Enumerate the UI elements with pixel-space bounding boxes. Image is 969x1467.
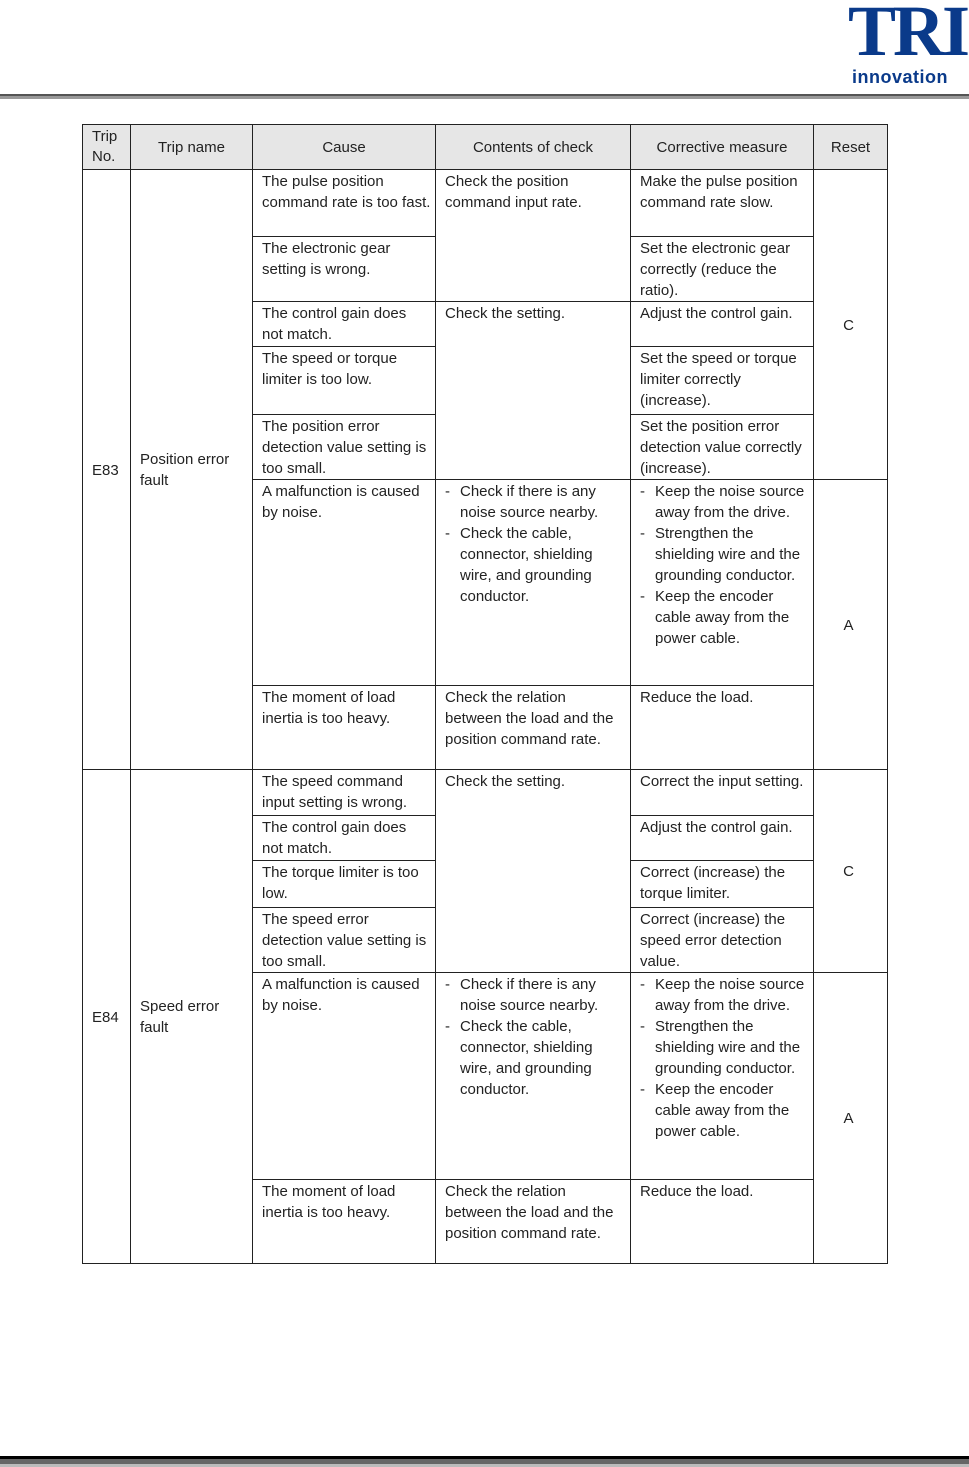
measure-item: - Strengthen the shielding wire and the grounding conductor. (640, 523, 809, 586)
check-item: - Check if there is any noise source nearby. (445, 481, 626, 523)
measure-item: - Strengthen the shielding wire and the grounding conductor. (640, 1016, 809, 1079)
header-reset: Reset (814, 125, 888, 170)
cause-cell: The control gain does not match. (253, 302, 436, 347)
measure-cell: Adjust the control gain. (631, 302, 814, 347)
check-cell: Check the relation between the load and the position command rate. (436, 686, 631, 770)
tri-innovation-logo (848, 0, 966, 90)
measure-item: - Keep the noise source away from the drive. (640, 974, 809, 1016)
trip-name: Position error fault (131, 170, 253, 770)
reset-cell: A (814, 973, 888, 1264)
measure-cell: Correct (increase) the speed error detection value. (631, 908, 814, 973)
check-cell: Check the setting. (436, 302, 631, 480)
check-cell (436, 480, 631, 686)
cause-cell: A malfunction is caused by noise. (253, 480, 436, 686)
measure-cell (631, 480, 814, 686)
cause-cell: The pulse position command rate is too fast. (253, 170, 436, 237)
reset-cell: A (814, 480, 888, 770)
logo-sub: innovation (852, 67, 948, 87)
logo-main: TRI (848, 0, 968, 71)
check-cell: Check the position command input rate. (436, 170, 631, 302)
cause-cell: The electronic gear setting is wrong. (253, 237, 436, 302)
header-check: Contents of check (436, 125, 631, 170)
measure-cell: Reduce the load. (631, 1180, 814, 1264)
cause-cell: The torque limiter is too low. (253, 861, 436, 908)
header-cause: Cause (253, 125, 436, 170)
table-row (83, 170, 888, 237)
trip-no: E84 (83, 770, 131, 1264)
cause-cell: The speed or torque limiter is too low. (253, 347, 436, 415)
measure-item: - Keep the encoder cable away from the power cable. (640, 586, 809, 649)
header-trip-name: Trip name (131, 125, 253, 170)
cause-cell: The moment of load inertia is too heavy. (253, 686, 436, 770)
measure-cell (631, 973, 814, 1180)
header-corrective: Corrective measure (631, 125, 814, 170)
measure-cell: Correct (increase) the torque limiter. (631, 861, 814, 908)
trip-name: Speed error fault (131, 770, 253, 1264)
table-row (83, 770, 888, 816)
measure-cell: Reduce the load. (631, 686, 814, 770)
cause-cell: The moment of load inertia is too heavy. (253, 1180, 436, 1264)
cause-cell: The speed error detection value setting is too small. (253, 908, 436, 973)
check-item: - Check if there is any noise source nearby. (445, 974, 626, 1016)
cause-cell: The control gain does not match. (253, 816, 436, 861)
measure-cell: Correct the input setting. (631, 770, 814, 816)
cause-cell: A malfunction is caused by noise. (253, 973, 436, 1180)
trip-table (82, 124, 888, 1264)
cause-cell: The speed command input setting is wrong. (253, 770, 436, 816)
trip-no: E83 (83, 170, 131, 770)
measure-cell: Set the position error detection value correctly (increase). (631, 415, 814, 480)
measure-cell: Set the speed or torque limiter correctly (increase). (631, 347, 814, 415)
header-trip-no: Trip No. (83, 125, 131, 170)
measure-cell: Set the electronic gear correctly (reduce the ratio). (631, 237, 814, 302)
measure-cell: Make the pulse position command rate slow. (631, 170, 814, 237)
measure-cell: Adjust the control gain. (631, 816, 814, 861)
measure-item: - Keep the noise source away from the drive. (640, 481, 809, 523)
table-header-row (83, 125, 888, 170)
cause-cell: The position error detection value setting is too small. (253, 415, 436, 480)
check-cell: Check the relation between the load and the position command rate. (436, 1180, 631, 1264)
measure-item: - Keep the encoder cable away from the power cable. (640, 1079, 809, 1142)
check-cell: Check the setting. (436, 770, 631, 973)
check-cell (436, 973, 631, 1180)
reset-cell: C (814, 770, 888, 973)
check-item: - Check the cable, connector, shielding wire, and grounding conductor. (445, 523, 626, 607)
reset-cell: C (814, 170, 888, 480)
header-rule-shadow (0, 96, 969, 99)
check-item: - Check the cable, connector, shielding wire, and grounding conductor. (445, 1016, 626, 1100)
